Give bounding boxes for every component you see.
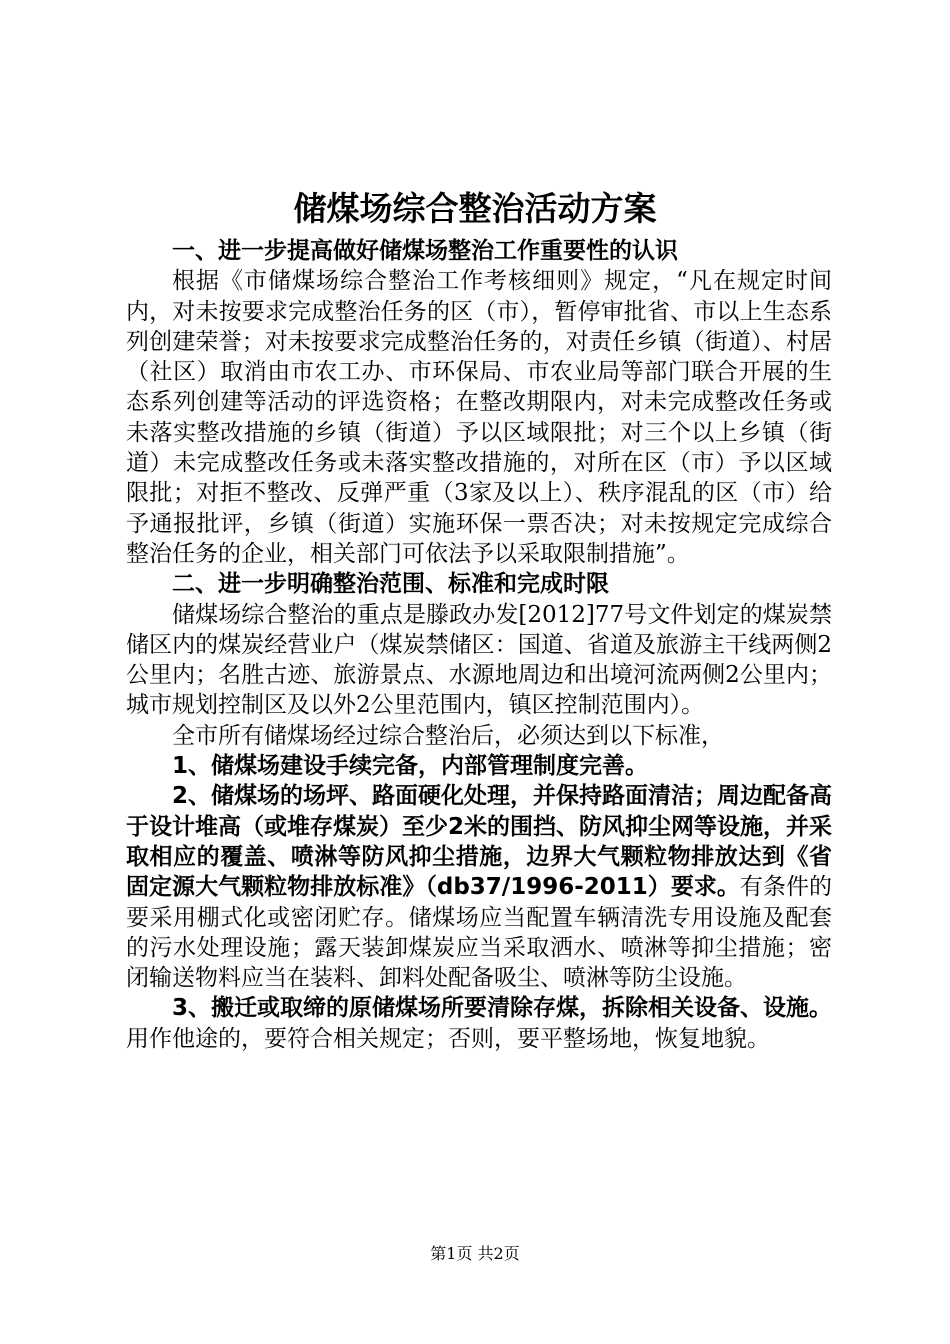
section-1-heading: 一、进一步提高做好储煤场整治工作重要性的认识 <box>172 238 678 264</box>
section-2-paragraph-2: 全市所有储煤场经过综合整治后，必须达到以下标准， <box>172 722 724 749</box>
standard-item-3-bold: 3、搬迁或取缔的原储煤场所要清除存煤，拆除相关设备、设施。 <box>172 995 833 1022</box>
standard-item-3-rest: 用作他途的，要符合相关规定；否则，要平整场地，恢复地貌。 <box>126 1025 770 1052</box>
document-body <box>126 236 832 1054</box>
section-2-heading: 二、进一步明确整治范围、标准和完成时限 <box>172 571 609 598</box>
document-title: 储煤场综合整治活动方案 <box>293 189 657 228</box>
standard-item-2-bold: 2、储煤场的场坪、路面硬化处理，并保持路面清洁；周边配备高于设计堆高（或堆存煤炭）至少2米的围挡、防风抑尘网等设施，并采取相应的覆盖、喷淋等防风抑尘措施，边界大气颗粒物排放达到《省固定源大气颗粒物排放标准》（db37/1996-2011）要求。 <box>126 783 833 901</box>
standard-item-1: 1、储煤场建设手续完备，内部管理制度完善。 <box>172 753 649 780</box>
standard-item-2-rest: 有条件的要采用棚式化或密闭贮存。储煤场应当配置车辆清洗专用设施及配套的污水处理设施；露天装卸煤炭应当采取洒水、喷淋等抑尘措施；密闭输送物料应当在装料、卸料处配备吸尘、喷淋等防尘设施。 <box>126 874 833 992</box>
section-2-paragraph-1: 储煤场综合整治的重点是滕政办发[2012]77号文件划定的煤炭禁储区内的煤炭经营业户（煤炭禁储区：国道、省道及旅游主干线两侧2公里内；名胜古迹、旅游景点、水源地周边和出境河流两侧2公里内；城市规划控制区及以外2公里范围内，镇区控制范围内）。 <box>126 601 832 719</box>
section-1-paragraph: 根据《市储煤场综合整治工作考核细则》规定，“凡在规定时间内，对未按要求完成整治任务的区（市），暂停审批省、市以上生态系列创建荣誉；对未按要求完成整治任务的，对责任乡镇（街道）、村居（社区）取消由市农工办、市环保局、市农业局等部门联合开展的生态系列创建等活动的评选资格；在整改期限内，对未完成整改任务或未落实整改措施的乡镇（街道）予以区域限批；对三个以上乡镇（街道）未完成整改任务或未落实整改措施的，对所在区（市）予以区域限批；对拒不整改、反弹严重（3家及以上）、秩序混乱的区（市）给予通报批评，乡镇（街道）实施环保一票否决；对未按规定完成综合整治任务的企业，相关部门可依法予以采取限制措施”。 <box>126 268 832 567</box>
page-footer: 第1页 共2页 <box>430 1244 520 1263</box>
standard-item-2 <box>126 781 832 993</box>
standard-item-3 <box>126 993 832 1054</box>
